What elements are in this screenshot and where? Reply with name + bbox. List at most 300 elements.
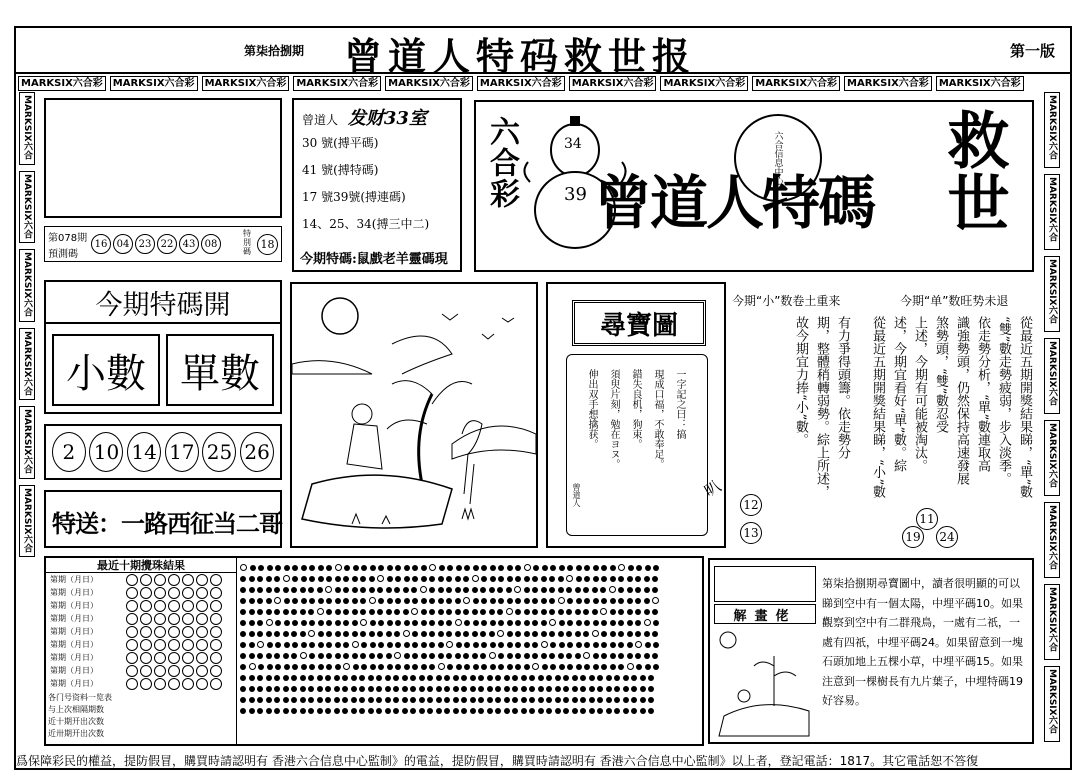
dot <box>404 653 410 659</box>
dot <box>421 576 427 582</box>
dot <box>472 653 478 659</box>
dot <box>593 664 599 670</box>
dot <box>410 697 416 703</box>
dot <box>481 576 487 582</box>
dot <box>300 686 306 692</box>
dot <box>249 653 255 659</box>
result-balls <box>126 639 222 651</box>
dot <box>584 642 590 648</box>
dot <box>550 565 556 571</box>
dot <box>524 631 530 637</box>
result-row <box>46 638 236 651</box>
marksix-label: MARKSIX六合彩 <box>477 76 565 91</box>
result-row-label: 第期（月日） <box>50 653 98 662</box>
dot-row <box>240 694 702 705</box>
riddle-seal: 曾道人 <box>572 483 581 507</box>
treasure-box <box>546 282 726 548</box>
dot <box>411 587 417 593</box>
dot <box>576 576 582 582</box>
dot <box>635 641 642 648</box>
dot <box>498 598 504 604</box>
result-ball <box>154 626 166 638</box>
dot <box>283 675 289 681</box>
dot <box>644 576 650 582</box>
dot <box>360 619 367 626</box>
dot <box>489 587 495 593</box>
dot <box>601 620 607 626</box>
dot <box>558 587 564 593</box>
dot <box>610 620 616 626</box>
dot <box>427 708 433 714</box>
dot <box>395 664 401 670</box>
dot <box>461 708 467 714</box>
dot <box>481 620 487 626</box>
analysis-column: 煞勢頭，“雙”數忍受 <box>933 316 948 434</box>
dot <box>606 675 612 681</box>
dot <box>507 620 513 626</box>
result-ball <box>126 613 138 625</box>
result-ball <box>168 626 180 638</box>
dot <box>378 598 384 604</box>
dot <box>292 565 298 571</box>
number-circle: 14 <box>127 432 161 472</box>
result-ball <box>154 665 166 677</box>
dot <box>627 587 633 593</box>
dot <box>275 642 281 648</box>
dot <box>274 609 280 615</box>
dot <box>631 697 637 703</box>
dot <box>369 576 375 582</box>
dot <box>618 631 624 637</box>
dot <box>325 697 331 703</box>
marksix-label: MARKSIX六合彩 <box>293 76 381 91</box>
dot <box>567 642 573 648</box>
dot <box>368 675 374 681</box>
dot <box>249 663 256 670</box>
dot <box>412 653 418 659</box>
dot <box>463 609 469 615</box>
dot <box>628 565 634 571</box>
dot <box>463 653 469 659</box>
result-ball <box>126 587 138 599</box>
dot <box>635 609 641 615</box>
dot <box>529 708 535 714</box>
results-title: 最近十期攪珠結果 <box>46 558 236 573</box>
result-ball <box>182 626 194 638</box>
predict-number: 23 <box>135 234 155 254</box>
dot <box>473 565 479 571</box>
result-balls <box>126 600 222 612</box>
dot <box>456 565 462 571</box>
dot <box>240 576 246 582</box>
dot <box>507 664 513 670</box>
dot <box>589 675 595 681</box>
marksix-label: MARKSIX六合 <box>19 171 35 244</box>
dot <box>644 631 650 637</box>
dot <box>576 620 582 626</box>
dot <box>301 620 307 626</box>
dot <box>266 708 272 714</box>
dot <box>464 664 470 670</box>
dot <box>601 642 607 648</box>
dot <box>566 587 572 593</box>
marksix-label: MARKSIX六合 <box>19 328 35 401</box>
dot <box>419 686 425 692</box>
dot <box>609 586 616 593</box>
scroll <box>566 354 708 536</box>
dot <box>403 609 409 615</box>
dot <box>507 631 513 637</box>
dot <box>353 565 359 571</box>
dot <box>402 686 408 692</box>
result-row-label: 第期（月日） <box>50 640 98 649</box>
dot <box>541 653 547 659</box>
dot <box>546 686 552 692</box>
result-ball <box>126 574 138 586</box>
dot <box>335 631 341 637</box>
dot <box>487 697 493 703</box>
dot <box>300 652 307 659</box>
dot <box>274 697 280 703</box>
dot <box>257 598 263 604</box>
analysis-column: 從最近五期開獎結果睇，“小”數 <box>870 316 885 499</box>
dot <box>532 598 538 604</box>
dot <box>473 642 479 648</box>
dot <box>361 565 367 571</box>
dot <box>291 587 297 593</box>
dot <box>563 708 569 714</box>
dot <box>618 587 624 593</box>
dot <box>623 686 629 692</box>
dot <box>541 631 547 637</box>
result-row-label: 第期（月日） <box>50 627 98 636</box>
dot <box>541 598 547 604</box>
banner-main-title: 曾道人特碼 <box>594 169 875 237</box>
dot <box>504 697 510 703</box>
result-ball <box>182 587 194 599</box>
dot <box>318 565 324 571</box>
dot <box>524 620 530 626</box>
dot <box>593 620 599 626</box>
dot <box>546 675 552 681</box>
dot <box>439 565 445 571</box>
dot <box>542 565 548 571</box>
analysis-column: 述，今期宜看好“單”數。綜 <box>891 316 906 473</box>
analysis-circle-24: 24 <box>936 526 958 548</box>
dot <box>436 675 442 681</box>
dot <box>498 620 504 626</box>
dot <box>532 576 538 582</box>
marksix-label: MARKSIX六合 <box>19 92 35 165</box>
dot <box>610 631 616 637</box>
dot <box>515 609 521 615</box>
dot <box>549 609 555 615</box>
dot <box>614 697 620 703</box>
dot <box>498 653 504 659</box>
dot <box>438 642 444 648</box>
dot <box>283 609 289 615</box>
dot <box>592 587 598 593</box>
info-center-seal: 六合信息中心 <box>734 114 822 202</box>
dot <box>480 609 486 615</box>
dot <box>249 587 255 593</box>
dot <box>597 686 603 692</box>
dot <box>444 708 450 714</box>
dot <box>495 697 501 703</box>
dot <box>404 565 410 571</box>
dot <box>308 587 314 593</box>
dot <box>240 598 246 604</box>
dot <box>472 587 478 593</box>
dot <box>555 675 561 681</box>
dot <box>541 641 548 648</box>
dot <box>572 675 578 681</box>
dot <box>342 697 348 703</box>
result-row-label: 第期（月日） <box>50 588 98 597</box>
dot <box>566 631 572 637</box>
lucky-title: 曾道人 <box>302 113 339 127</box>
result-ball <box>154 574 166 586</box>
dot <box>541 587 547 593</box>
marksix-label: MARKSIX六合 <box>19 485 35 558</box>
dot <box>580 686 586 692</box>
dot <box>567 620 573 626</box>
dot <box>284 620 290 626</box>
dot <box>308 708 314 714</box>
dot <box>326 598 332 604</box>
dot <box>378 565 384 571</box>
dot <box>606 708 612 714</box>
dot <box>541 609 547 615</box>
analysis-column: 從最近五期開獎結果睇，“單”數 <box>1017 316 1032 499</box>
lucky-line: 14、25、34(搏三中二) <box>302 217 430 231</box>
lucky-footer: 今期特碼:鼠戲老羊靈碼現 <box>300 252 448 267</box>
dot <box>318 664 324 670</box>
dot <box>317 608 324 615</box>
dot <box>498 576 504 582</box>
dot <box>575 609 581 615</box>
dot <box>429 631 435 637</box>
result-row-label: 第期（月日） <box>50 575 98 584</box>
dot <box>317 697 323 703</box>
dot <box>352 641 359 648</box>
dot <box>447 664 453 670</box>
dot <box>610 642 616 648</box>
dot <box>566 653 572 659</box>
dot <box>377 653 383 659</box>
dot <box>317 587 323 593</box>
dot <box>283 587 289 593</box>
dot <box>421 598 427 604</box>
dot <box>601 565 607 571</box>
dot <box>490 565 496 571</box>
result-balls <box>126 626 222 638</box>
dot <box>507 598 513 604</box>
dot <box>308 686 314 692</box>
dot <box>497 609 503 615</box>
period-label: 第078期 <box>48 233 88 244</box>
dot <box>524 587 530 593</box>
marksix-label: MARKSIX六合 <box>1044 420 1060 496</box>
number-circle: 17 <box>165 432 199 472</box>
dot <box>284 565 290 571</box>
dot <box>240 642 246 648</box>
dot <box>610 576 616 582</box>
dot <box>394 587 400 593</box>
dot <box>514 586 521 593</box>
dot <box>635 631 641 637</box>
dot <box>343 663 350 670</box>
result-ball <box>126 665 138 677</box>
dot <box>359 708 365 714</box>
dot <box>257 609 263 615</box>
dot <box>393 686 399 692</box>
lucky-number-box <box>292 98 462 272</box>
dot <box>618 664 624 670</box>
number-circle: 2 <box>52 432 86 472</box>
dot <box>301 576 307 582</box>
result-ball <box>196 665 208 677</box>
dot <box>456 642 462 648</box>
special-send-box <box>44 490 282 548</box>
dot <box>309 576 315 582</box>
dot <box>473 620 479 626</box>
result-balls <box>126 587 222 599</box>
dot-row <box>240 639 702 650</box>
dot <box>240 653 246 659</box>
dot <box>266 619 273 626</box>
dot <box>566 575 573 582</box>
result-ball <box>168 613 180 625</box>
analysis-head-left: 今期“小”数卷土重来 <box>732 294 841 308</box>
dot <box>283 653 289 659</box>
dot <box>377 587 383 593</box>
dot <box>550 642 556 648</box>
dot <box>318 576 324 582</box>
result-row-label: 第期（月日） <box>50 679 98 688</box>
dot <box>648 686 654 692</box>
dot <box>558 597 565 604</box>
dot <box>515 565 521 571</box>
dot <box>653 620 659 626</box>
dot-row <box>240 584 702 595</box>
dot <box>456 664 462 670</box>
dot <box>249 686 255 692</box>
dot <box>610 565 616 571</box>
dot <box>352 653 358 659</box>
analysis-column: 依走勢分析，“單”數連取高 <box>975 316 990 473</box>
dot <box>470 686 476 692</box>
result-ball <box>196 678 208 690</box>
analysis-columns <box>732 316 1034 506</box>
dot <box>283 686 289 692</box>
dot <box>343 587 349 593</box>
results-footer-label: 与上次相隔期数 <box>48 705 104 714</box>
result-ball <box>196 574 208 586</box>
dot <box>610 598 616 604</box>
dot <box>541 620 547 626</box>
dot <box>387 598 393 604</box>
dot <box>521 675 527 681</box>
dot <box>284 664 290 670</box>
number-circle: 10 <box>89 432 123 472</box>
dot <box>326 642 332 648</box>
dot <box>257 697 263 703</box>
dot <box>563 686 569 692</box>
dot <box>343 609 349 615</box>
result-ball <box>154 587 166 599</box>
dot <box>291 708 297 714</box>
result-ball <box>126 678 138 690</box>
dot <box>266 697 272 703</box>
analysis-column: 期，整體稍轉弱勢。綜上所述， <box>814 316 829 498</box>
dot <box>532 587 538 593</box>
result-ball <box>168 652 180 664</box>
dot <box>627 620 633 626</box>
dot <box>266 631 272 637</box>
special-open-right: 單數 <box>166 334 274 406</box>
dot <box>360 587 366 593</box>
dot <box>455 598 461 604</box>
dot <box>429 576 435 582</box>
dot <box>507 565 513 571</box>
dot <box>343 631 349 637</box>
dot <box>631 675 637 681</box>
number-circle: 26 <box>240 432 274 472</box>
analysis-circle-19: 19 <box>902 526 924 548</box>
dot <box>464 565 470 571</box>
dot-row <box>240 628 702 639</box>
dot <box>240 631 246 637</box>
dot <box>652 576 658 582</box>
dot <box>589 697 595 703</box>
dot <box>292 598 298 604</box>
marksix-label: MARKSIX六合彩 <box>569 76 657 91</box>
dot <box>515 642 521 648</box>
dot <box>515 598 521 604</box>
dot <box>335 598 341 604</box>
result-ball <box>210 574 222 586</box>
dot <box>410 708 416 714</box>
dot <box>550 664 556 670</box>
dot <box>438 620 444 626</box>
result-ball <box>154 639 166 651</box>
dot <box>352 620 358 626</box>
marksix-label: MARKSIX六合 <box>1044 502 1060 578</box>
dot <box>275 664 281 670</box>
dot <box>438 631 444 637</box>
dot <box>266 576 272 582</box>
banner <box>474 100 1034 272</box>
dot <box>635 620 641 626</box>
dot <box>580 708 586 714</box>
dot <box>429 609 435 615</box>
result-ball <box>182 665 194 677</box>
dot <box>447 565 453 571</box>
dot <box>420 586 427 593</box>
dot <box>334 697 340 703</box>
result-ball <box>168 600 180 612</box>
dot <box>529 675 535 681</box>
dot <box>489 652 496 659</box>
number-row <box>44 424 282 480</box>
result-ball <box>168 678 180 690</box>
dot <box>478 686 484 692</box>
dot <box>429 620 435 626</box>
dot <box>549 587 555 593</box>
dot <box>301 565 307 571</box>
dot <box>240 587 246 593</box>
